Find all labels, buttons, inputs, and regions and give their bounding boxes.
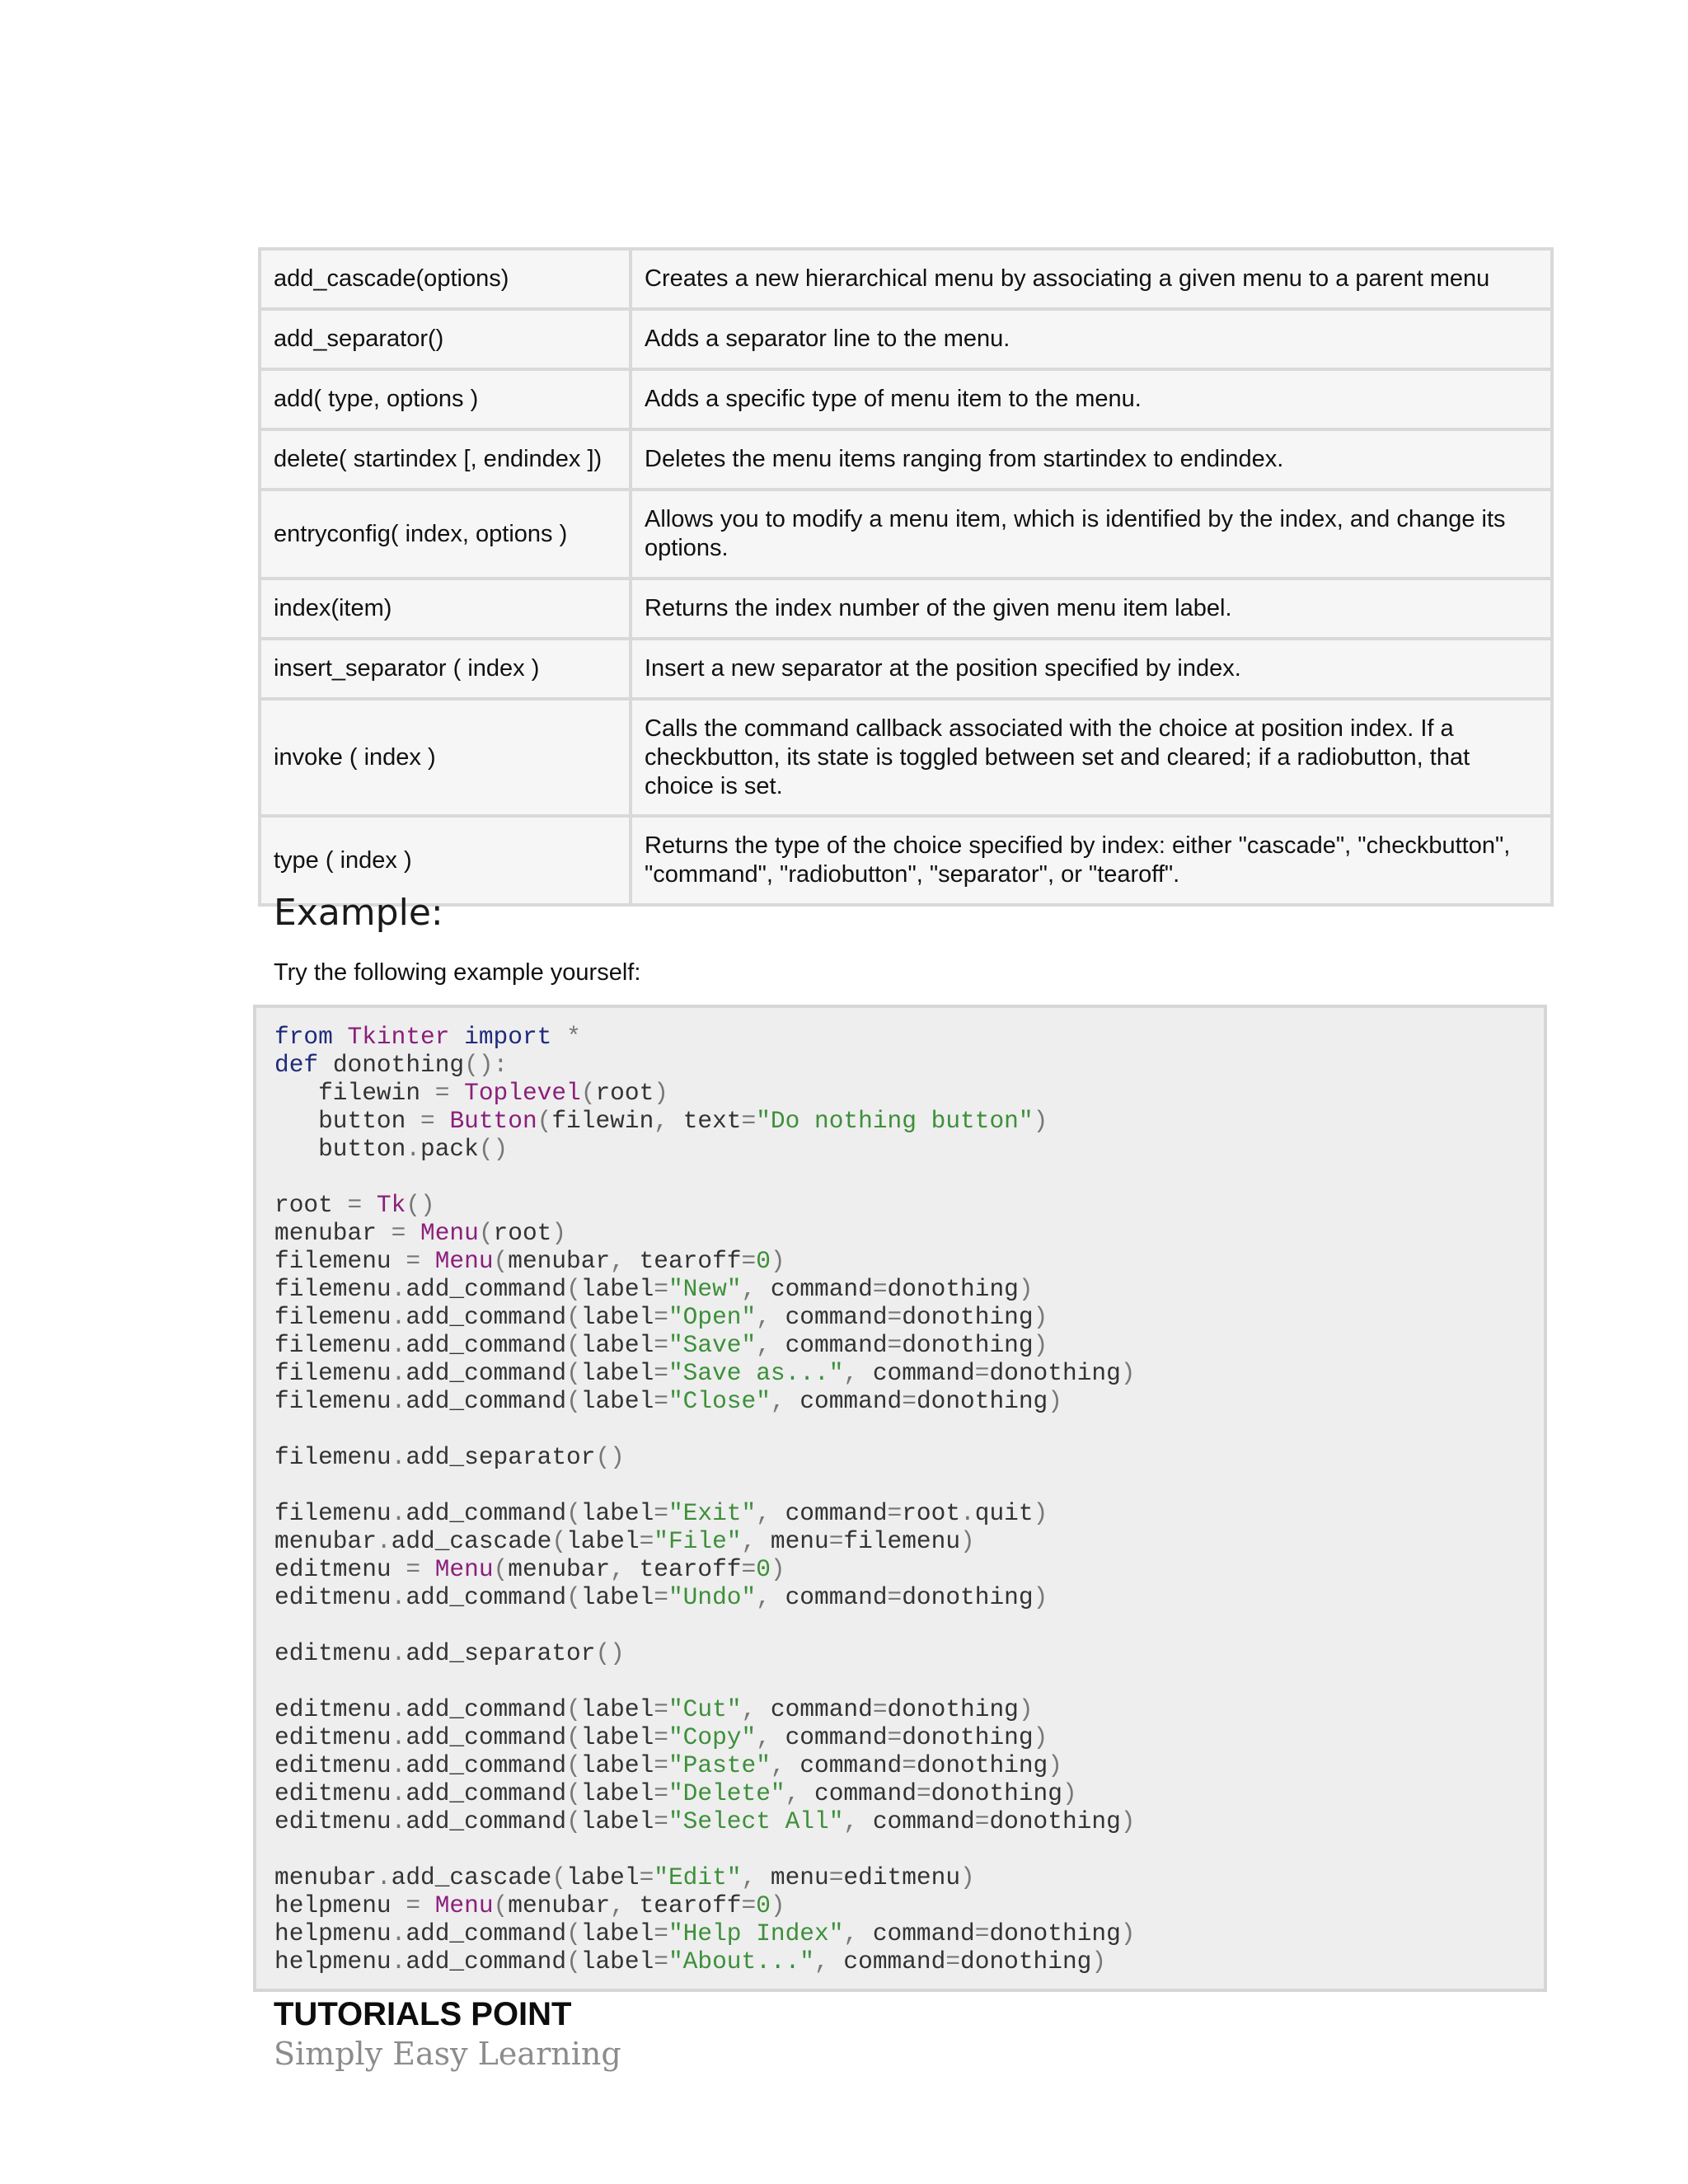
code-line: editmenu.add_command(label="Select All", command=donothing): [274, 1807, 1136, 1835]
method-description-cell: Calls the command callback associated with the choice at position index. If a checkbutton, its state is toggled between set and cleared; if a radiobutton, that choice is set.: [631, 699, 1552, 816]
method-name-cell: add_cascade(options): [260, 249, 631, 309]
code-line: editmenu = Menu(menubar, tearoff=0): [274, 1555, 785, 1583]
method-description-cell: Returns the type of the choice specified by index: either "cascade", "checkbutton", "command", "radiobutton", "separator", or "tearoff".: [631, 816, 1552, 905]
table-row: [260, 579, 1552, 639]
method-name-cell: type ( index ): [260, 816, 631, 905]
method-description-cell: Adds a separator line to the menu.: [631, 309, 1552, 369]
code-line: filemenu = Menu(menubar, tearoff=0): [274, 1247, 785, 1275]
code-block: [253, 1005, 1547, 1992]
code-line: menubar.add_cascade(label="File", menu=filemenu): [274, 1527, 975, 1555]
method-description-cell: Insert a new separator at the position specified by index.: [631, 639, 1552, 699]
code-line: button = Button(filewin, text="Do nothing button"): [318, 1107, 1048, 1135]
code-line: editmenu.add_command(label="Delete", command=donothing): [274, 1779, 1077, 1807]
code-line: filemenu.add_command(label="Save", command=donothing): [274, 1331, 1048, 1359]
table-row: [260, 249, 1552, 309]
code-line: editmenu.add_command(label="Undo", command=donothing): [274, 1583, 1048, 1611]
method-name-cell: delete( startindex [, endindex ]): [260, 429, 631, 490]
footer-brand: TUTORIALS POINT: [274, 1996, 572, 2032]
method-description-cell: Allows you to modify a menu item, which is identified by the index, and change its options.: [631, 490, 1552, 579]
code-line: editmenu.add_separator(): [274, 1639, 625, 1667]
method-name-cell: entryconfig( index, options ): [260, 490, 631, 579]
method-name-cell: insert_separator ( index ): [260, 639, 631, 699]
method-description-cell: Adds a specific type of menu item to the menu.: [631, 369, 1552, 429]
method-name-cell: index(item): [260, 579, 631, 639]
method-name-cell: add_separator(): [260, 309, 631, 369]
code-line: editmenu.add_command(label="Cut", command=donothing): [274, 1695, 1034, 1723]
method-description-cell: Creates a new hierarchical menu by associating a given menu to a parent menu: [631, 249, 1552, 309]
method-description-cell: Returns the index number of the given menu item label.: [631, 579, 1552, 639]
code-line: def donothing():: [274, 1051, 509, 1079]
code-line: helpmenu.add_command(label="About...", command=donothing): [274, 1947, 1107, 1975]
code-line: from Tkinter import *: [274, 1023, 581, 1051]
code-line: filemenu.add_separator(): [274, 1443, 625, 1471]
code-line: editmenu.add_command(label="Copy", command=donothing): [274, 1723, 1048, 1751]
code-line: root = Tk(): [274, 1191, 435, 1219]
table-row: [260, 490, 1552, 579]
code-line: filemenu.add_command(label="Exit", command=root.quit): [274, 1499, 1048, 1527]
example-heading: Example:: [274, 892, 443, 934]
table-row: [260, 639, 1552, 699]
table-row: [260, 699, 1552, 816]
method-name-cell: invoke ( index ): [260, 699, 631, 816]
code-listing: [274, 1023, 1135, 1975]
menu-methods-table: [258, 247, 1554, 907]
code-line: filemenu.add_command(label="Close", command=donothing): [274, 1387, 1062, 1415]
table-row: [260, 369, 1552, 429]
code-line: helpmenu = Menu(menubar, tearoff=0): [274, 1891, 785, 1919]
footer-tagline: Simply Easy Learning: [274, 2036, 621, 2072]
table-row: [260, 429, 1552, 490]
table-row: [260, 816, 1552, 905]
code-line: menubar = Menu(root): [274, 1219, 567, 1247]
code-line: editmenu.add_command(label="Paste", command=donothing): [274, 1751, 1062, 1779]
code-line: button.pack(): [318, 1135, 509, 1163]
code-line: filewin = Toplevel(root): [318, 1079, 668, 1107]
code-line: filemenu.add_command(label="New", command=donothing): [274, 1275, 1034, 1303]
code-line: menubar.add_cascade(label="Edit", menu=editmenu): [274, 1863, 975, 1891]
table-row: [260, 309, 1552, 369]
method-description-cell: Deletes the menu items ranging from startindex to endindex.: [631, 429, 1552, 490]
code-line: filemenu.add_command(label="Save as...", command=donothing): [274, 1359, 1136, 1387]
method-name-cell: add( type, options ): [260, 369, 631, 429]
code-line: helpmenu.add_command(label="Help Index", command=donothing): [274, 1919, 1136, 1947]
example-intro-text: Try the following example yourself:: [274, 959, 641, 986]
code-line: filemenu.add_command(label="Open", command=donothing): [274, 1303, 1048, 1331]
